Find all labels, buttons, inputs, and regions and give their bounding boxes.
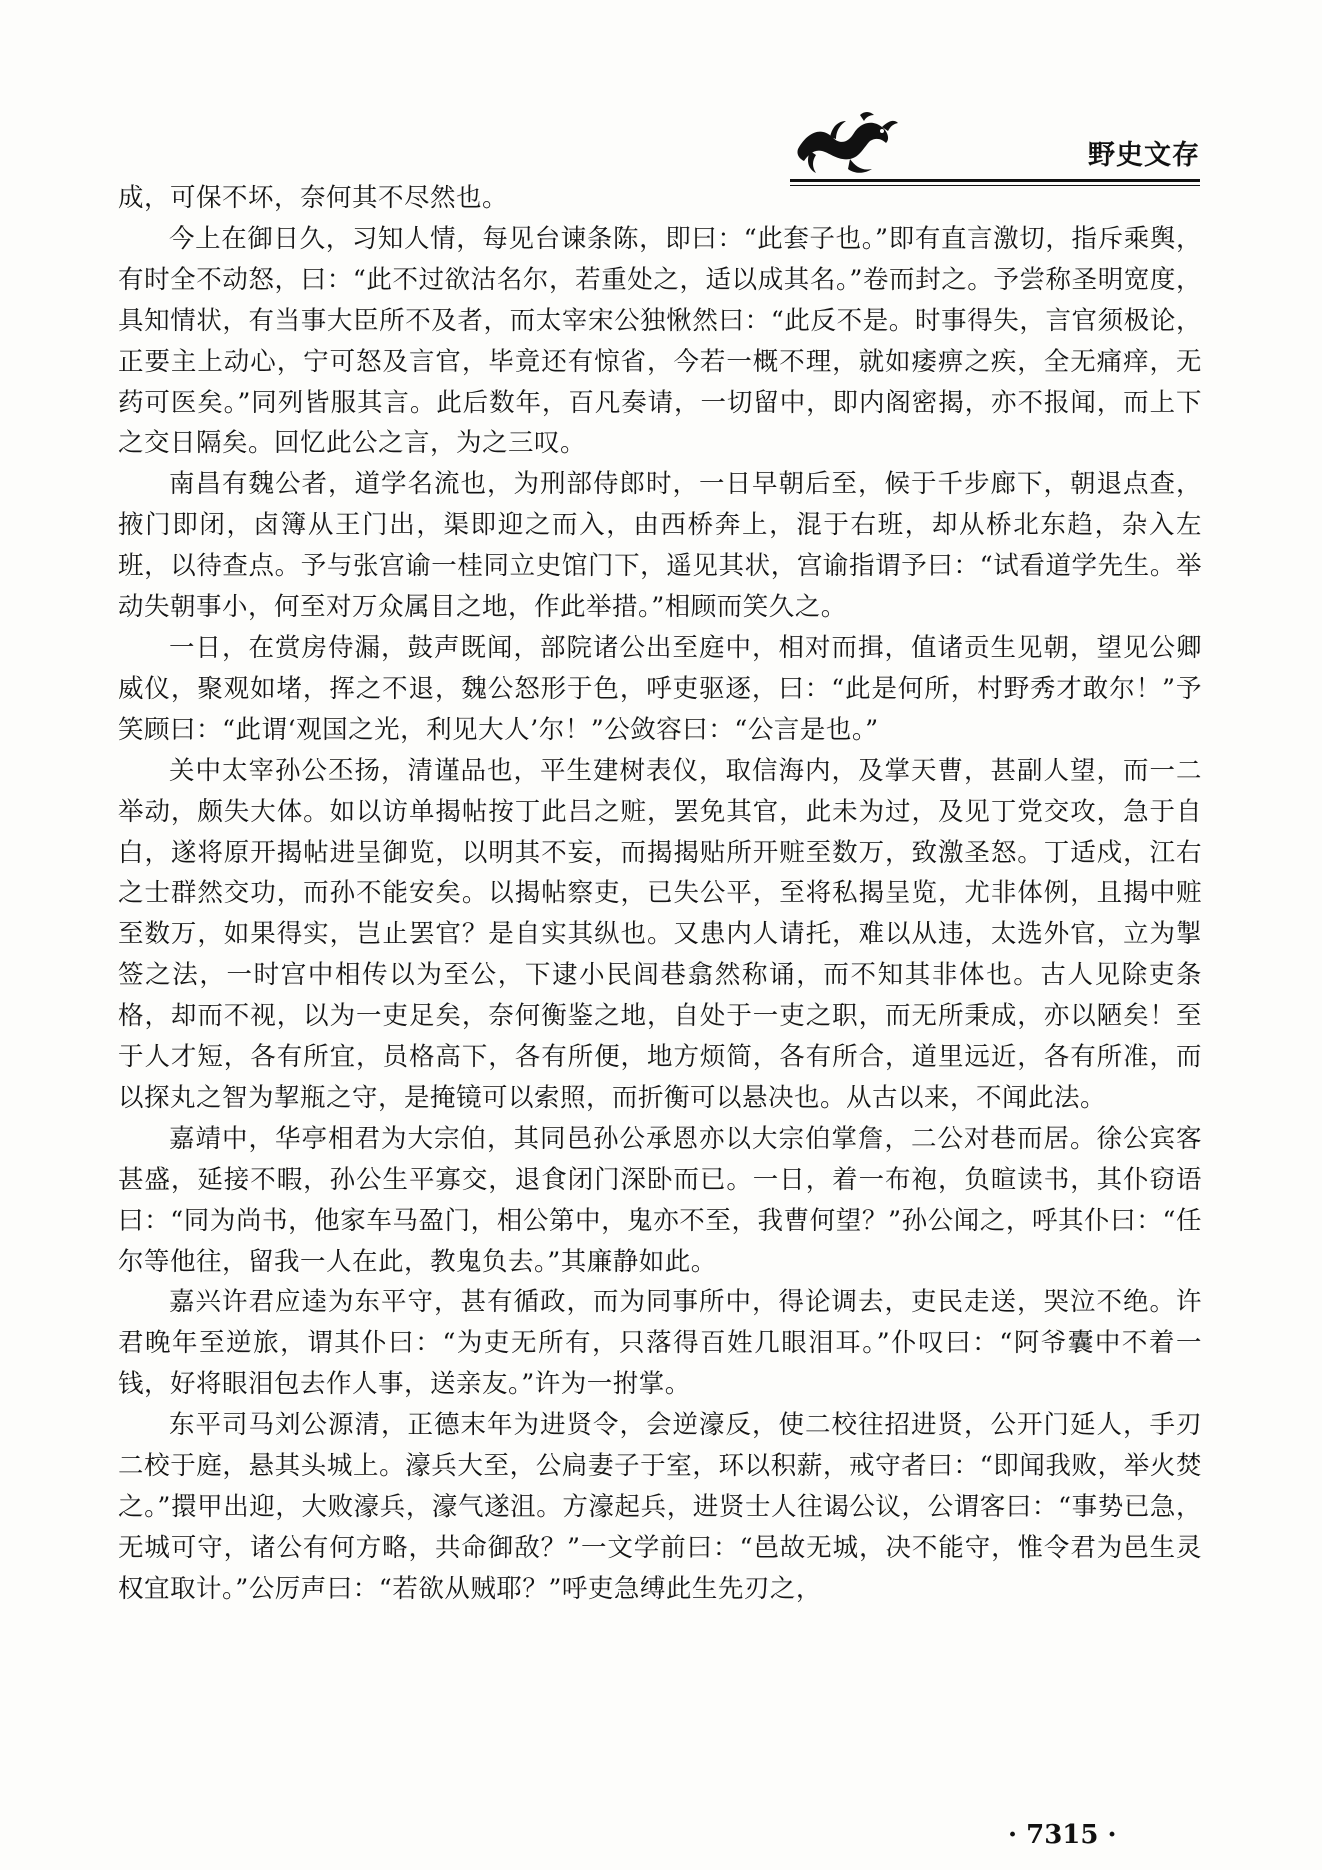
paragraph: 嘉靖中，华亭相君为大宗伯，其同邑孙公承恩亦以大宗伯掌詹，二公对巷而居。徐公宾客甚盛，延接不暇，孙公生平寡交，退食闭门深卧而已。一日，着一布袍，负暄读书，其仆窃语曰：“同为尚书，他家车马盈门，相公第中，鬼亦不至，我曹何望？”孙公闻之，呼其仆曰：“任尔等他往，留我一人在此，教鬼负去。”其廉静如此。 xyxy=(118,1123,1202,1277)
body-text xyxy=(118,178,1202,1610)
paragraph: 关中太宰孙公丕扬，清谨品也，平生建树表仪，取信海内，及掌天曹，甚副人望，而一二举动，颇失大体。如以访单揭帖按丁此吕之赃，罢免其官，此未为过，及见丁党交攻，急于自白，遂将原开揭帖进呈御览，以明其不妄，而揭揭贴所开赃至数万，致激圣怒。丁适戍，江右之士群然交功，而孙不能安矣。以揭帖察吏，已失公平，至将私揭呈览，尤非体例，且揭中赃至数万，如果得实，岂止罢官？是自实其纵也。又患内人请托，难以从违，太选外官，立为掣签之法，一时宫中相传以为至公，下逮小民闾巷翕然称诵，而不知其非体也。古人见除吏条格，却而不视，以为一吏足矣，奈何衡鉴之地，自处于一吏之职，而无所秉成，亦以陋矣！至于人才短，各有所宜，员格高下，各有所便，地方烦简，各有所合，道里远近，各有所准，而以探丸之智为挈瓶之守，是掩镜可以索照，而折衡可以悬决也。从古以来，不闻此法。 xyxy=(118,755,1202,1113)
dragon-icon xyxy=(790,109,900,179)
paragraph: 一日，在赏房侍漏，鼓声既闻，部院诸公出至庭中，相对而揖，值诸贡生见朝，望见公卿威仪，聚观如堵，挥之不退，魏公怒形于色，呼吏驱逐，曰：“此是何所，村野秀才敢尔！”予笑顾曰：“此谓‘观国之光，利见大人’尔！”公敛容曰：“公言是也。” xyxy=(118,632,1202,745)
paragraph: 今上在御日久，习知人情，每见台谏条陈，即曰：“此套子也。”即有直言激切，指斥乘舆，有时全不动怒，曰：“此不过欲沽名尔，若重处之，适以成其名。”卷而封之。予尝称圣明宽度，具知情状，有当事大臣所不及者，而太宰宋公独愀然曰：“此反不是。时事得失，言官须极论，正要主上动心，宁可怒及言官，毕竟还有惊省，今若一概不理，就如痿痹之疾，全无痛痒，无药可医矣。”同列皆服其言。此后数年，百凡奏请，一切留中，即内阁密揭，亦不报闻，而上下之交日隔矣。回忆此公之言，为之三叹。 xyxy=(118,223,1202,459)
paragraph: 成，可保不坏，奈何其不尽然也。 xyxy=(118,183,509,213)
paragraph: 南昌有魏公者，道学名流也，为刑部侍郎时，一日早朝后至，候于千步廊下，朝退点查，掖门即闭，卤簿从王门出，渠即迎之而入，由西桥奔上，混于右班，却从桥北东趋，杂入左班，以待查点。予与张宫谕一桂同立史馆门下，遥见其状，宫谕指谓予曰：“试看道学先生。举动失朝事小，何至对万众属目之地，作此举措。”相顾而笑久之。 xyxy=(118,469,1202,623)
paragraph: 东平司马刘公源清，正德末年为进贤令，会逆濠反，使二校往招进贤，公开门延人，手刃二校于庭，悬其头城上。濠兵大至，公扃妻子于室，环以积薪，戒守者曰：“即闻我败，举火焚之。”擐甲出迎，大败濠兵，濠气遂沮。方濠起兵，进贤士人往谒公议，公谓客曰：“事势已急，无城可守，诸公有何方略，共命御敌？”一文学前曰：“邑故无城，决不能守，惟令君为邑生灵权宜取计。”公厉声曰：“若欲从贼耶？”呼吏急缚此生先刃之， xyxy=(118,1410,1202,1604)
paragraph: 嘉兴许君应逵为东平守，甚有循政，而为同事所中，得论调去，吏民走送，哭泣不绝。许君晚年至逆旅，谓其仆曰：“为吏无所有，只落得百姓几眼泪耳。”仆叹曰：“阿爷囊中不着一钱，好将眼泪包去作人事，送亲友。”许为一拊掌。 xyxy=(118,1287,1202,1400)
series-title: 野史文存 xyxy=(1088,140,1200,171)
running-header xyxy=(790,95,1200,185)
page-number: · 7315 · xyxy=(1008,1820,1117,1850)
